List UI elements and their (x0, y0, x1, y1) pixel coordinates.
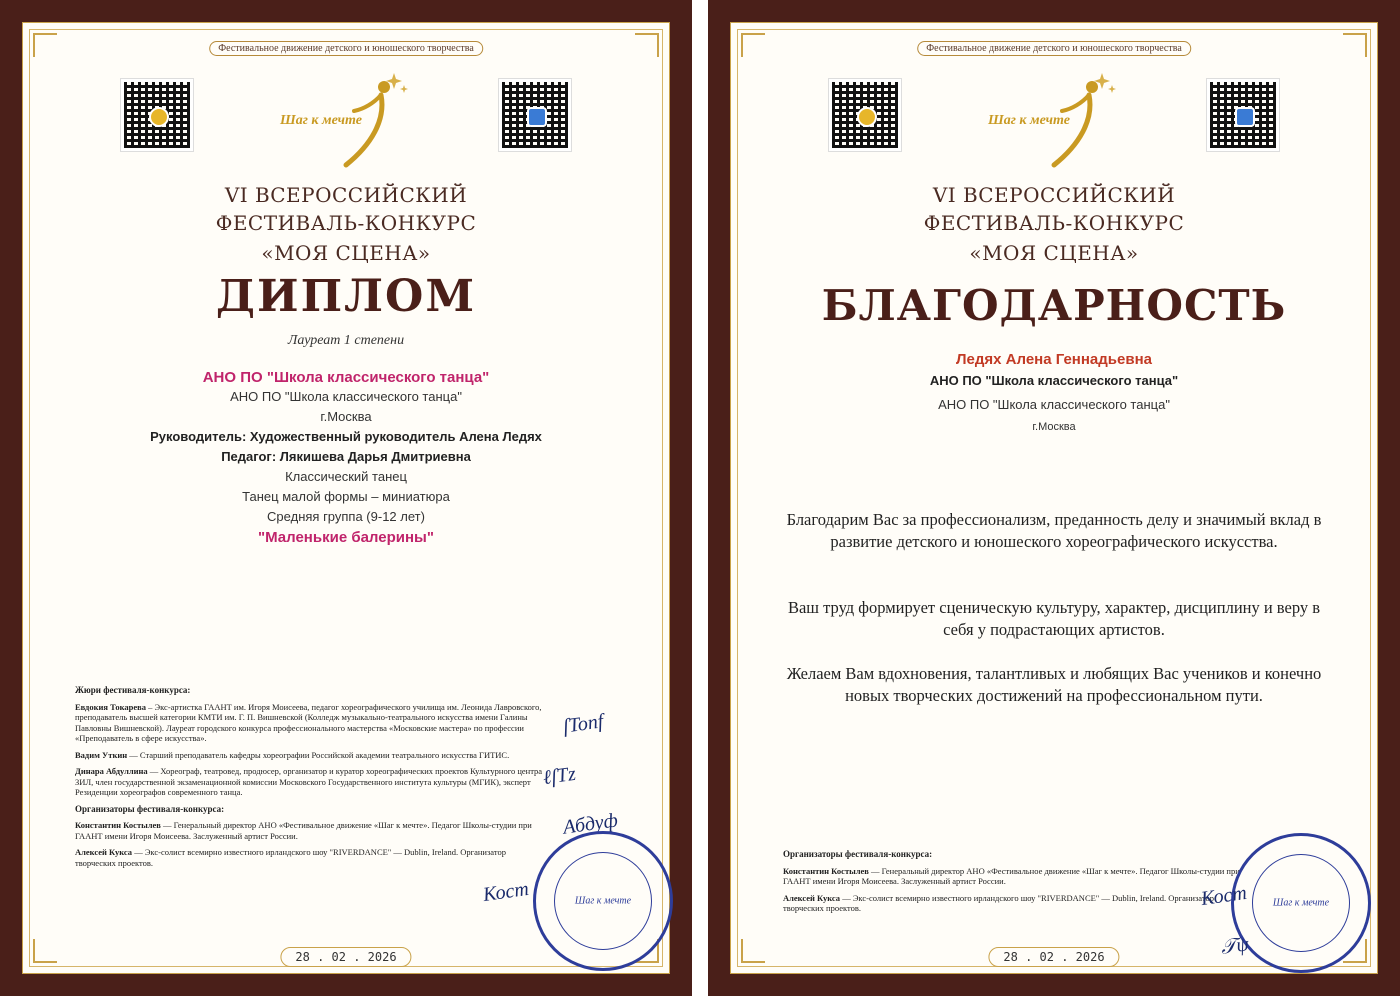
signature-image: 𝒯ψ (1219, 933, 1251, 959)
vk-icon (527, 107, 547, 127)
corner-ornament (741, 33, 765, 57)
signature-image: Абдуф (561, 809, 620, 839)
organizer: Алексей Кукса — Экс-солист всемирно известного ирландского шоу "RIVERDANCE" — Dublin, Ireland. Организатор творческих проектов. (783, 892, 1214, 913)
document-type-title: ДИПЛОМ (215, 271, 477, 322)
jury-heading: Жюри фестиваля-конкурса: (75, 685, 191, 695)
title-line-3: «МОЯ СЦЕНА» (969, 241, 1139, 265)
diploma-paper (22, 22, 670, 974)
gratitude-paragraph-1: Благодарим Вас за профессионализм, преданность делу и значимый вклад в развитие детского и юношеского хореографического искусства. (786, 510, 1322, 551)
organizers-block (783, 849, 1253, 920)
issue-date: 28 . 02 . 2026 (988, 947, 1119, 967)
signature-image: ℓſTz (541, 762, 578, 790)
festival-logo (984, 65, 1124, 175)
organizer: Константин Костылев — Генеральный директор АНО «Фестивальное движение «Шаг к мечте». Педагог Школы-студии при ГААНТ имени Игоря Моисеева. Заслуженный артист России. (783, 865, 1240, 886)
organizers-heading: Организаторы фестиваля-конкурса: (75, 803, 225, 814)
corner-ornament (635, 33, 659, 57)
signature-image: Косm (481, 877, 531, 907)
gratitude-paragraph-3: Желаем Вам вдохновения, талантливых и любящих Вас учеников и конечно новых творческих достижений на профессиональном пути. (786, 664, 1322, 705)
jury-member: Вадим Уткин — Старший преподаватель кафедры хореографии Российской академии театрального искусства ГИТИС. (75, 749, 510, 760)
qr-code-vk-icon (1207, 79, 1279, 151)
logo-text: Шаг к мечте (988, 113, 1070, 128)
age-group: Средняя группа (9-12 лет) (267, 509, 425, 524)
qr-code-vk-icon (499, 79, 571, 151)
signature-image: ſTonf (561, 710, 605, 738)
corner-ornament (741, 939, 765, 963)
jury-block (75, 685, 545, 874)
organizer: Алексей Кукса — Экс-солист всемирно известного ирландского шоу "RIVERDANCE" — Dublin, Ireland. Организатор творческих проектов. (75, 847, 506, 868)
stamp-text: Шаг к мечте (574, 895, 632, 907)
logo-badge-icon (149, 107, 169, 127)
city: г.Москва (320, 409, 372, 424)
organization-bold: АНО ПО "Школа классического танца" (929, 373, 1179, 388)
stamp-text: Шаг к мечте (1272, 897, 1330, 909)
corner-ornament (33, 33, 57, 57)
gratitude-certificate (708, 0, 1400, 996)
genre: Классический танец (285, 469, 407, 484)
organization-highlight: АНО ПО "Школа классического танца" (202, 369, 490, 386)
festival-movement-label: Фестивальное движение детского и юношеского творчества (209, 41, 483, 56)
award-level: Лауреат 1 степени (287, 333, 405, 348)
recipient-name: Ледях Алена Геннадьевна (956, 351, 1152, 368)
organizers-heading: Организаторы фестиваля-конкурса: (783, 849, 933, 859)
corner-ornament (1343, 33, 1367, 57)
gratitude-paper (730, 22, 1378, 974)
corner-ornament (33, 939, 57, 963)
leader: Руководитель: Художественный руководитель Алена Ледях (150, 429, 542, 444)
qr-code-icon (829, 79, 901, 151)
title-line-2: ФЕСТИВАЛЬ-КОНКУРС (923, 211, 1185, 235)
title-line-1: VI ВСЕРОССИЙСКИЙ (224, 183, 468, 207)
qr-code-icon (121, 79, 193, 151)
vk-icon (1235, 107, 1255, 127)
title-line-2: ФЕСТИВАЛЬ-КОНКУРС (215, 211, 477, 235)
stamp-seal (533, 831, 673, 971)
signature-image: Косm (1199, 881, 1249, 911)
teacher: Педагог: Лякишева Дарья Дмитриевна (221, 449, 471, 464)
jury-member: Динара Абдуллина — Хореограф, театровед, продюсер, организатор и куратор хореографических проектов Культурного центра ЗИЛ, член государственной экзаменационной комиссии Московского Государственного института культуры (МГИК), эксперт Резиденции хореографов современного танца. (75, 766, 543, 797)
organization-name: АНО ПО "Школа классического танца" (938, 397, 1170, 412)
document-type-title: БЛАГОДАРНОСТЬ (821, 281, 1287, 330)
stamp-seal (1231, 833, 1371, 973)
issue-date: 28 . 02 . 2026 (280, 947, 411, 967)
title-line-3: «МОЯ СЦЕНА» (261, 241, 431, 265)
organizer: Константин Костылев — Генеральный директор АНО «Фестивальное движение «Шаг к мечте». Педагог Школы-студии при ГААНТ имени Игоря Моисеева. Заслуженный артист России. (75, 820, 532, 841)
title-line-1: VI ВСЕРОССИЙСКИЙ (932, 183, 1176, 207)
logo-badge-icon (857, 107, 877, 127)
jury-member: Евдокия Токарева – Экс-артистка ГААНТ им. Игоря Моисеева, педагог хореографического училища им. Леонида Лавровского, преподаватель высшей категории КМТИ им. Г. П. Вишневской (Колледж музыкально-театрального искусства имени Галины Павловны Вишневской). Лауреат городского конкурса профессионального мастерства «Московские мастера» по профессии «Преподаватель в сфере искусства». (75, 701, 542, 743)
diploma-certificate (0, 0, 692, 996)
logo-text: Шаг к мечте (280, 113, 362, 128)
gratitude-paragraph-2: Ваш труд формирует сценическую культуру, характер, дисциплину и веру в себя у подрастающих артистов. (787, 598, 1321, 639)
piece-title: "Маленькие балерины" (258, 529, 434, 546)
festival-movement-label: Фестивальное движение детского и юношеского творчества (917, 41, 1191, 56)
festival-logo (276, 65, 416, 175)
organization-name: АНО ПО "Школа классического танца" (230, 389, 462, 404)
nomination: Танец малой формы – миниатюра (242, 489, 450, 504)
city: г.Москва (1032, 421, 1076, 433)
